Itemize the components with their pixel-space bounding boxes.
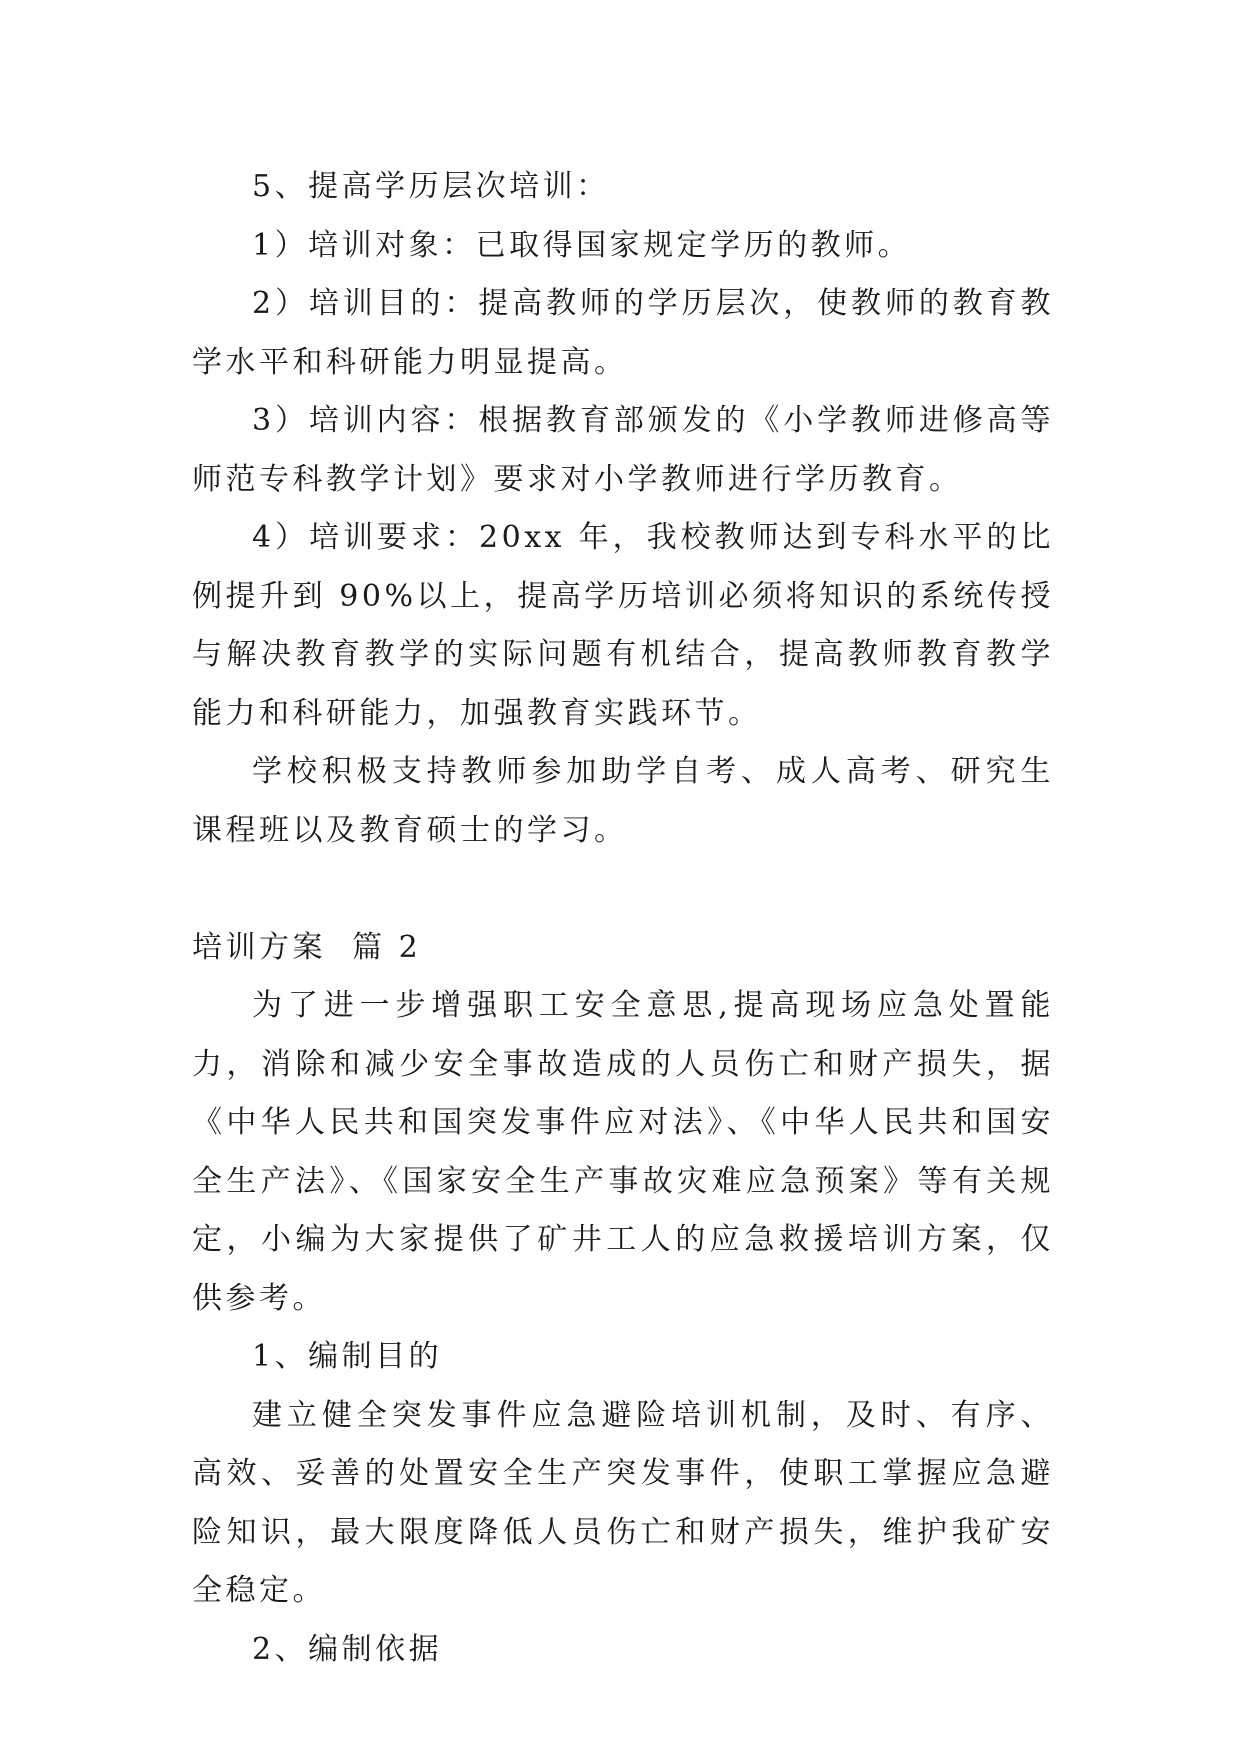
- paragraph-training-content: 3）培训内容：根据教育部颁发的《小学教师进修高等师范专科教学计划》要求对小学教师进行学历教育。: [192, 403, 1054, 497]
- document-body: [192, 158, 1054, 1679]
- paragraph-training-target: 1）培训对象：已取得国家规定学历的教师。: [252, 227, 912, 263]
- paragraph-training-requirements: 4）培训要求：20xx 年，我校教师达到专科水平的比例提升到 90%以上，提高学历培训必须将知识的系统传授与解决教育教学的实际问题有机结合，提高教师教育教学能力和科研能力，加强教育实践环节。: [192, 520, 1054, 731]
- paragraph-purpose-heading: 1、编制目的: [252, 1339, 443, 1374]
- paragraph-school-support: 学校积极支持教师参加助学自考、成人高考、研究生课程班以及教育硕士的学习。: [192, 754, 1054, 848]
- section-heading: 培训方案 篇 2: [192, 929, 422, 965]
- paragraph-introduction: 为了进一步增强职工安全意思,提高现场应急处置能力，消除和减少安全事故造成的人员伤亡和财产损失，据《中华人民共和国突发事件应对法》、《中华人民共和国安全生产法》、《国家安全生产事故灾难应急预案》等有关规定，小编为大家提供了矿井工人的应急救援培训方案，仅供参考。: [192, 988, 1054, 1316]
- paragraph-training-purpose: 2）培训目的：提高教师的学历层次，使教师的教育教学水平和科研能力明显提高。: [192, 286, 1054, 380]
- paragraph-item-5-heading: 5、提高学历层次培训：: [252, 169, 610, 204]
- paragraph-purpose-body: 建立健全突发事件应急避险培训机制，及时、有序、高效、妥善的处置安全生产突发事件，使职工掌握应急避险知识，最大限度降低人员伤亡和财产损失，维护我矿安全稳定。: [192, 1397, 1054, 1608]
- paragraph-basis-heading: 2、编制依据: [252, 1631, 443, 1667]
- section-spacer: [192, 860, 1054, 919]
